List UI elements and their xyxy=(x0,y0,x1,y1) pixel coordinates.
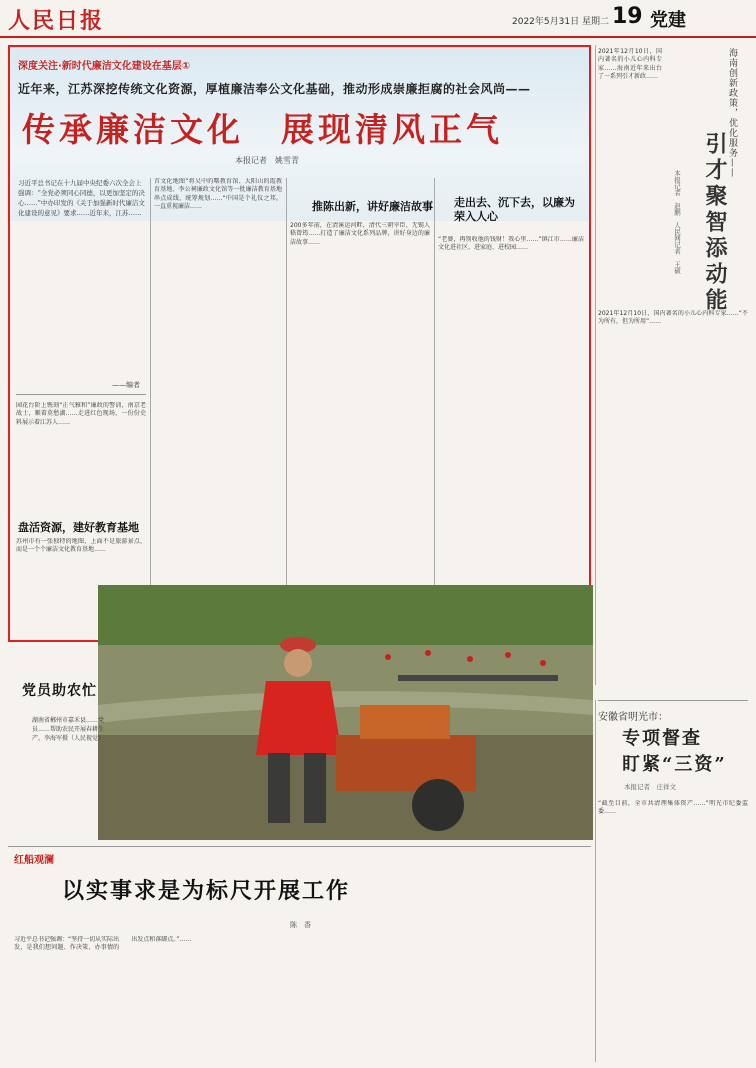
right-story-kicker: 海南创新政策，优化服务—— xyxy=(727,48,737,178)
photo-title: 党员助农忙 xyxy=(22,683,97,699)
right-story-headline: 引才聚智添动能 xyxy=(702,132,728,314)
feature-col1b-text: 苏州市有一张独特的地图，上面不是旅游景点，而是一个个廉洁文化教育基地…… xyxy=(16,538,146,554)
anhui-byline: 本报记者 庄祥文 xyxy=(624,783,676,791)
feature-col4-text: “老婆，再别收他的钱财！我心里……”镇江市……廉洁文化进社区、进家庭、进校园…… xyxy=(438,236,584,252)
feature-col2-text: 首文化地图”将吴中的曙教育馆、大阳山的霞教育基地、李公祠廉政文化馆等一批廉洁教育基地串点成线、统筹规划……“中国是个礼仪之邦，一直重视廉洁…… xyxy=(154,178,282,211)
column-rule xyxy=(150,178,151,586)
feature-kicker-series: 新时代廉洁文化建设在基层① xyxy=(61,61,191,72)
column-rule xyxy=(595,700,596,1062)
feature-subheading-2: 推陈出新，讲好廉洁故事 xyxy=(312,200,433,213)
feature-kicker-label: 深度关注· xyxy=(18,61,62,72)
red-story-kicker: 红船观澜 xyxy=(14,855,54,866)
newspaper-logo: 人民日报 xyxy=(8,8,105,34)
photo-caption: 湖南省郴州市嘉禾县……党员……帮助农民开展春耕生产。李海军摄（人民视觉） xyxy=(32,717,105,742)
red-story-byline: 陈 香 xyxy=(290,921,311,929)
feature-subheading-3: 走出去、沉下去，以廉为荣入人心 xyxy=(454,196,575,223)
anhui-headline-line1: 专项督查 xyxy=(622,728,702,749)
divider xyxy=(598,700,748,701)
anhui-headline-line2: 盯紧“三资” xyxy=(622,754,727,775)
feature-col3-text: 200多年前，在清溪运河畔，清代三朝宰臣、无锡人嵇曾筠……打造了廉洁文化系列品牌，讲好身边的廉洁故事…… xyxy=(290,222,430,246)
feature-kicker xyxy=(18,57,190,72)
farm-photo xyxy=(98,585,593,840)
section-title: 党建 xyxy=(650,10,686,31)
farm-photo-image xyxy=(98,585,593,840)
feature-headline: 传承廉洁文化 展现清风正气 xyxy=(22,110,503,149)
editor-intro: 习近平总书记在十九届中央纪委六次全会上强调：“全党必须同心同德，以更加坚定的决心……”中办印发的《关于加强新时代廉洁文化建设的意见》要求……近年来，江苏…… xyxy=(18,179,145,217)
feature-subhead: 近年来，江苏深挖传统文化资源，厚植廉洁奉公文化基础，推动形成崇廉拒腐的社会风尚—— xyxy=(18,82,531,96)
column-rule xyxy=(286,178,287,586)
feature-col1-text: 园花台阶上镌刻“正气雅和”廉政的警训，南京老战士，顺着莫愁湖……走进红色现场，一份份史料展示着江苏人…… xyxy=(16,402,146,426)
red-story-text: 习近平总书记强调：“坚持一切从实际出发，是我们想问题、作决策、办事情的出发点和落脚点。”…… xyxy=(14,936,192,952)
divider xyxy=(16,394,146,395)
right-story-text: 2021年12月10日，国内著名的小儿心内科专家……“不为所有，但为所用”…… xyxy=(598,310,748,326)
right-story-byline: 本报记者 赵鹏 人民网记者 王硕 xyxy=(673,170,681,274)
page-number: 19 xyxy=(612,4,643,29)
issue-date: 2022年5月31日 星期二 xyxy=(512,17,609,27)
right-story-col-a: 2021年12月10日，国内著名的小儿心内科专家……海南近年来出台了一系列引才新政…… xyxy=(598,48,662,81)
anhui-kicker: 安徽省明光市： xyxy=(598,712,668,723)
column-rule xyxy=(595,45,596,685)
feature-subheading-1: 盘活资源，建好教育基地 xyxy=(18,521,139,534)
column-rule xyxy=(434,178,435,586)
feature-byline: 本报记者 姚雪青 xyxy=(235,156,299,165)
anhui-text: “截至目前，全市共清理集体资产……”明光市纪委监委…… xyxy=(598,800,748,816)
editor-sign: ——编者 xyxy=(112,381,140,389)
anhui-headline xyxy=(622,726,727,778)
divider xyxy=(8,846,591,847)
red-story-headline: 以实事求是为标尺开展工作 xyxy=(62,878,351,904)
